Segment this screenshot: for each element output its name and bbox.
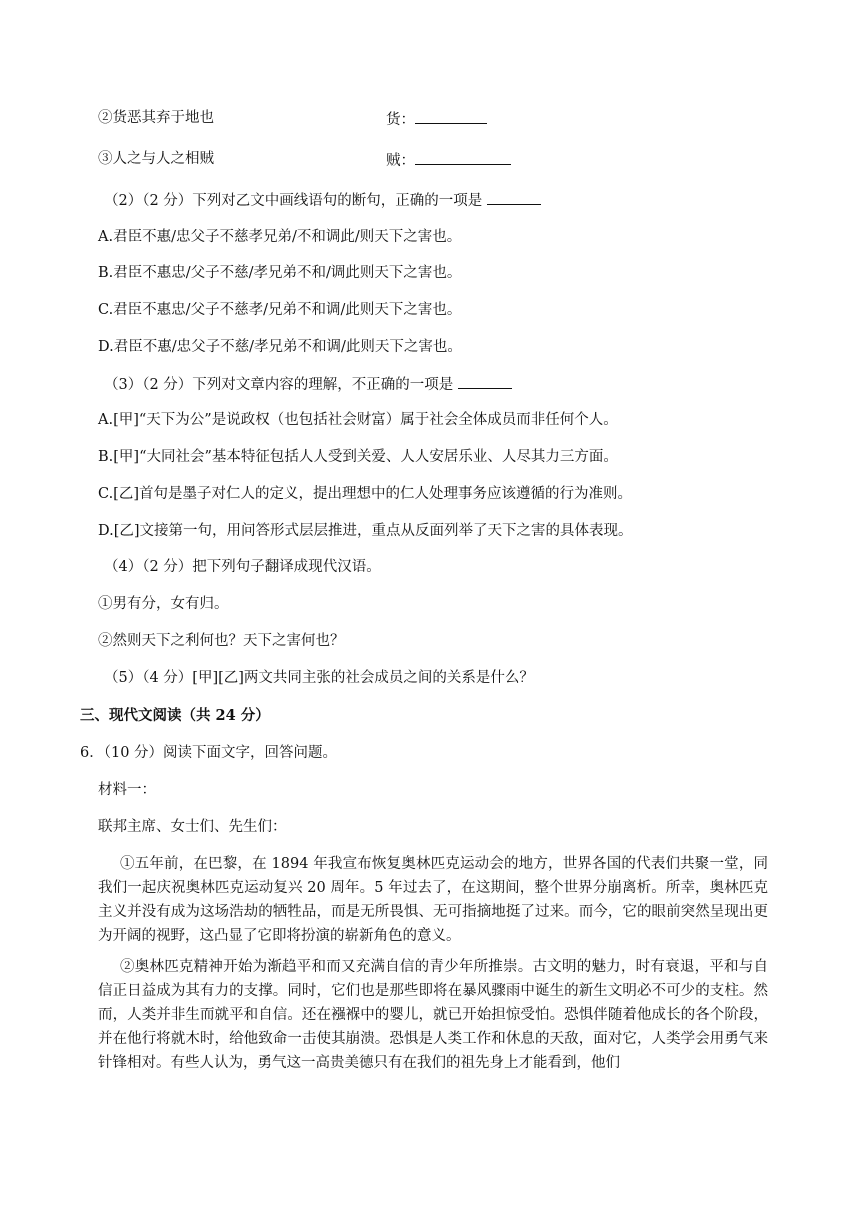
- vocab-answer-2: [386, 108, 487, 130]
- q3-option-b: B.[甲]“大同社会”基本特征包括人人受到关爱、人人安居乐业、人尽其力三方面。: [98, 449, 618, 465]
- answer-blank[interactable]: [487, 189, 541, 205]
- answer-blank[interactable]: [415, 108, 487, 124]
- paragraph-2: ②奥林匹克精神开始为渐趋平和而又充满自信的青少年所推崇。古文明的魅力，时有衰退，平和与自信正日益成为其有力的支撑。同时，它们也是那些即将在暴风骤雨中诞生的新生文明必不可少的支柱。然而，人类并非生而就平和自信。还在襁褓中的婴儿，就已开始担惊受怕。恐惧伴随着他成长的各个阶段，并在他行将就木时，给他致命一击使其崩溃。恐惧是人类工作和休息的天敌，面对它，人类学会用勇气来针锋相对。有些人认为，勇气这一高贵美德只有在我们的祖先身上才能看到，他们: [98, 959, 768, 1071]
- section-heading: 三、现代文阅读（共 24 分）: [80, 707, 270, 724]
- q4-item-1: ①男有分，女有归。: [98, 596, 229, 612]
- salutation: 联邦主席、女士们、先生们：: [98, 819, 287, 835]
- answer-blank[interactable]: [458, 373, 512, 389]
- q4-stem: （4）（2 分）把下列句子翻译成现代汉语。: [104, 559, 381, 575]
- vocab-word-3: 贼：: [386, 153, 415, 169]
- q2-option-d: D.君臣不惠/忠父子不慈/孝兄弟不和调/此则天下之害也。: [98, 339, 462, 355]
- vocab-sentence-2: ②货恶其弃于地也: [98, 110, 214, 126]
- vocab-sentence-3: ③人之与人之相贼: [98, 151, 214, 167]
- q3-option-c: C.[乙]首句是墨子对仁人的定义，提出理想中的仁人处理事务应该遵循的行为准则。: [98, 486, 632, 502]
- q2-option-a: A.君臣不惠/忠父子不慈孝兄弟/不和调此/则天下之害也。: [98, 229, 462, 245]
- q5-stem: （5）（4 分）[甲][乙]两文共同主张的社会成员之间的关系是什么？: [104, 670, 534, 686]
- paragraph-1: ①五年前，在巴黎，在 1894 年我宣布恢复奥林匹克运动会的地方，世界各国的代表们共聚一堂，同我们一起庆祝奥林匹克运动复兴 20 周年。5 年过去了，在这期间，整个世界分崩离析。所幸，奥林匹克主义并没有成为这场浩劫的牺牲品，而是无所畏惧、无可指摘地挺了过来。而今，它的眼前突然呈现出更为开阔的视野，这凸显了它即将扮演的崭新角色的意义。: [98, 856, 768, 944]
- q2-stem-text: （2）（2 分）下列对乙文中画线语句的断句，正确的一项是: [104, 193, 483, 209]
- q2-option-c: C.君臣不惠忠/父子不慈孝/兄弟不和调/此则天下之害也。: [98, 302, 462, 318]
- q6-stem: 6．（10 分）阅读下面文字，回答问题。: [80, 745, 338, 761]
- q3-stem: [104, 373, 512, 395]
- vocab-word-2: 货：: [386, 112, 415, 128]
- q3-option-a: A.[甲]“天下为公”是说政权（也包括社会财富）属于社会全体成员而非任何个人。: [98, 412, 618, 428]
- q2-stem: [104, 189, 541, 211]
- material-label: 材料一：: [98, 782, 156, 798]
- q3-option-d: D.[乙]文接第一句，用问答形式层层推进，重点从反面列举了天下之害的具体表现。: [98, 523, 633, 539]
- vocab-answer-3: [386, 149, 511, 171]
- q4-item-2: ②然则天下之利何也？天下之害何也？: [98, 633, 345, 649]
- q2-option-b: B.君臣不惠忠/父子不慈/孝兄弟不和/调此则天下之害也。: [98, 265, 462, 281]
- q3-stem-text: （3）（2 分）下列对文章内容的理解，不正确的一项是: [104, 377, 454, 393]
- answer-blank[interactable]: [415, 149, 511, 165]
